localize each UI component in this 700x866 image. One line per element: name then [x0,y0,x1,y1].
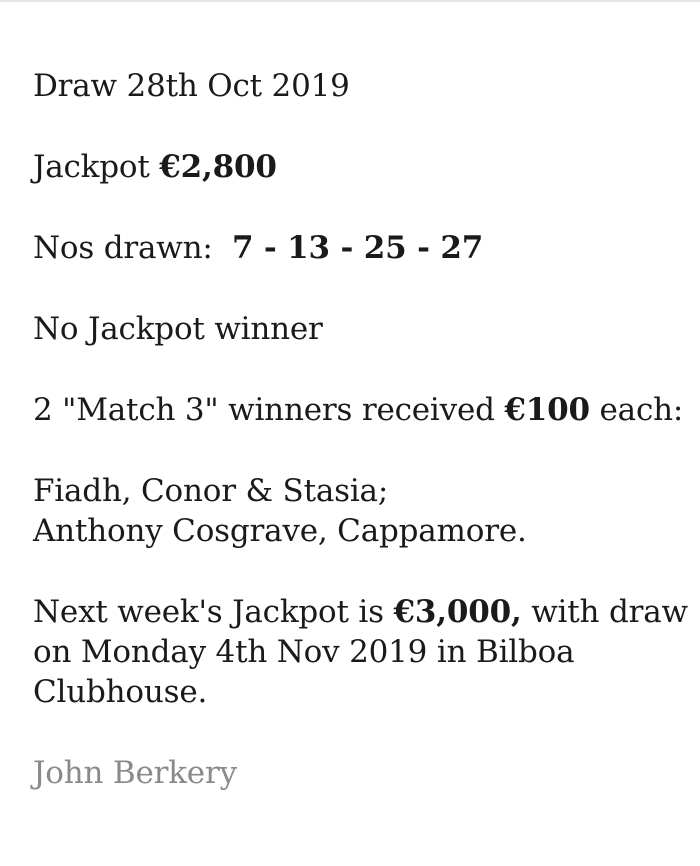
winners-block [33,471,688,551]
nos-drawn-label: Nos drawn: [33,230,232,266]
draw-date: Draw 28th Oct 2019 [33,68,350,104]
nos-drawn-values: 7 - 13 - 25 - 27 [231,230,484,266]
next-week-text-before: Next week's Jackpot is [33,594,394,630]
match3-text-after: each: [589,392,684,428]
next-week-line [33,592,688,712]
jackpot-line [33,147,688,187]
nos-drawn-line [33,228,688,268]
winners-line-1: Fiadh, Conor & Stasia; [33,473,389,509]
top-divider [0,0,700,2]
winners-line-2: Anthony Cosgrave, Cappamore. [33,513,527,549]
match3-text-before: 2 "Match 3" winners received [33,392,505,428]
post-body [33,66,688,793]
jackpot-label: Jackpot [33,149,160,185]
author-name[interactable]: John Berkery [33,755,237,791]
match3-amount: €100 [504,392,590,428]
next-week-text-after: with draw on Monday 4th Nov 2019 in Bilboa Clubhouse. [33,594,688,710]
match3-line [33,390,688,430]
no-winner-line: No Jackpot winner [33,311,323,347]
next-week-amount: €3,000, [393,594,522,630]
jackpot-amount: €2,800 [159,149,277,185]
